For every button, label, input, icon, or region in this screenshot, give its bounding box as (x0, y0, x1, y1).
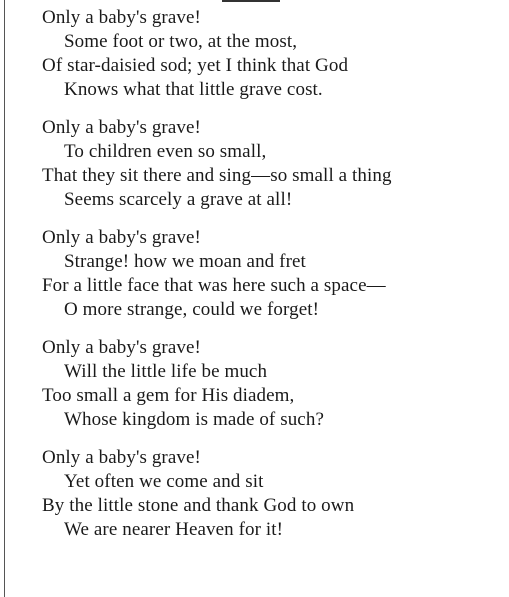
poem-line: Yet often we come and sit (64, 471, 264, 492)
poem-line: Knows what that little grave cost. (64, 79, 323, 100)
header-rule (222, 0, 280, 2)
poem-line: Some foot or two, at the most, (64, 31, 298, 52)
stanza-1 (42, 6, 502, 102)
poem-line: For a little face that was here such a space— (42, 275, 386, 296)
poem-line: Will the little life be much (64, 361, 268, 382)
poem-line: We are nearer Heaven for it! (64, 519, 284, 540)
poem-line: That they sit there and sing—so small a thing (42, 165, 392, 186)
poem-line: Too small a gem for His diadem, (42, 385, 295, 406)
stanza-2 (42, 116, 502, 212)
poem-line: Whose kingdom is made of such? (64, 409, 324, 430)
poem-line: Only a baby's grave! (42, 227, 201, 248)
poem (42, 6, 502, 556)
poem-line: O more strange, could we forget! (64, 299, 320, 320)
poem-line: Seems scarcely a grave at all! (64, 189, 293, 210)
poem-line: Strange! how we moan and fret (64, 251, 306, 272)
poem-line: Only a baby's grave! (42, 7, 201, 28)
column-rule (4, 0, 5, 597)
poem-line: Only a baby's grave! (42, 337, 201, 358)
poem-line: Only a baby's grave! (42, 447, 201, 468)
poem-line: Only a baby's grave! (42, 117, 201, 138)
poem-line: By the little stone and thank God to own (42, 495, 355, 516)
stanza-5 (42, 446, 502, 542)
stanza-3 (42, 226, 502, 322)
poem-line: Of star-daisied sod; yet I think that God (42, 55, 349, 76)
poem-line: To children even so small, (64, 141, 267, 162)
stanza-4 (42, 336, 502, 432)
